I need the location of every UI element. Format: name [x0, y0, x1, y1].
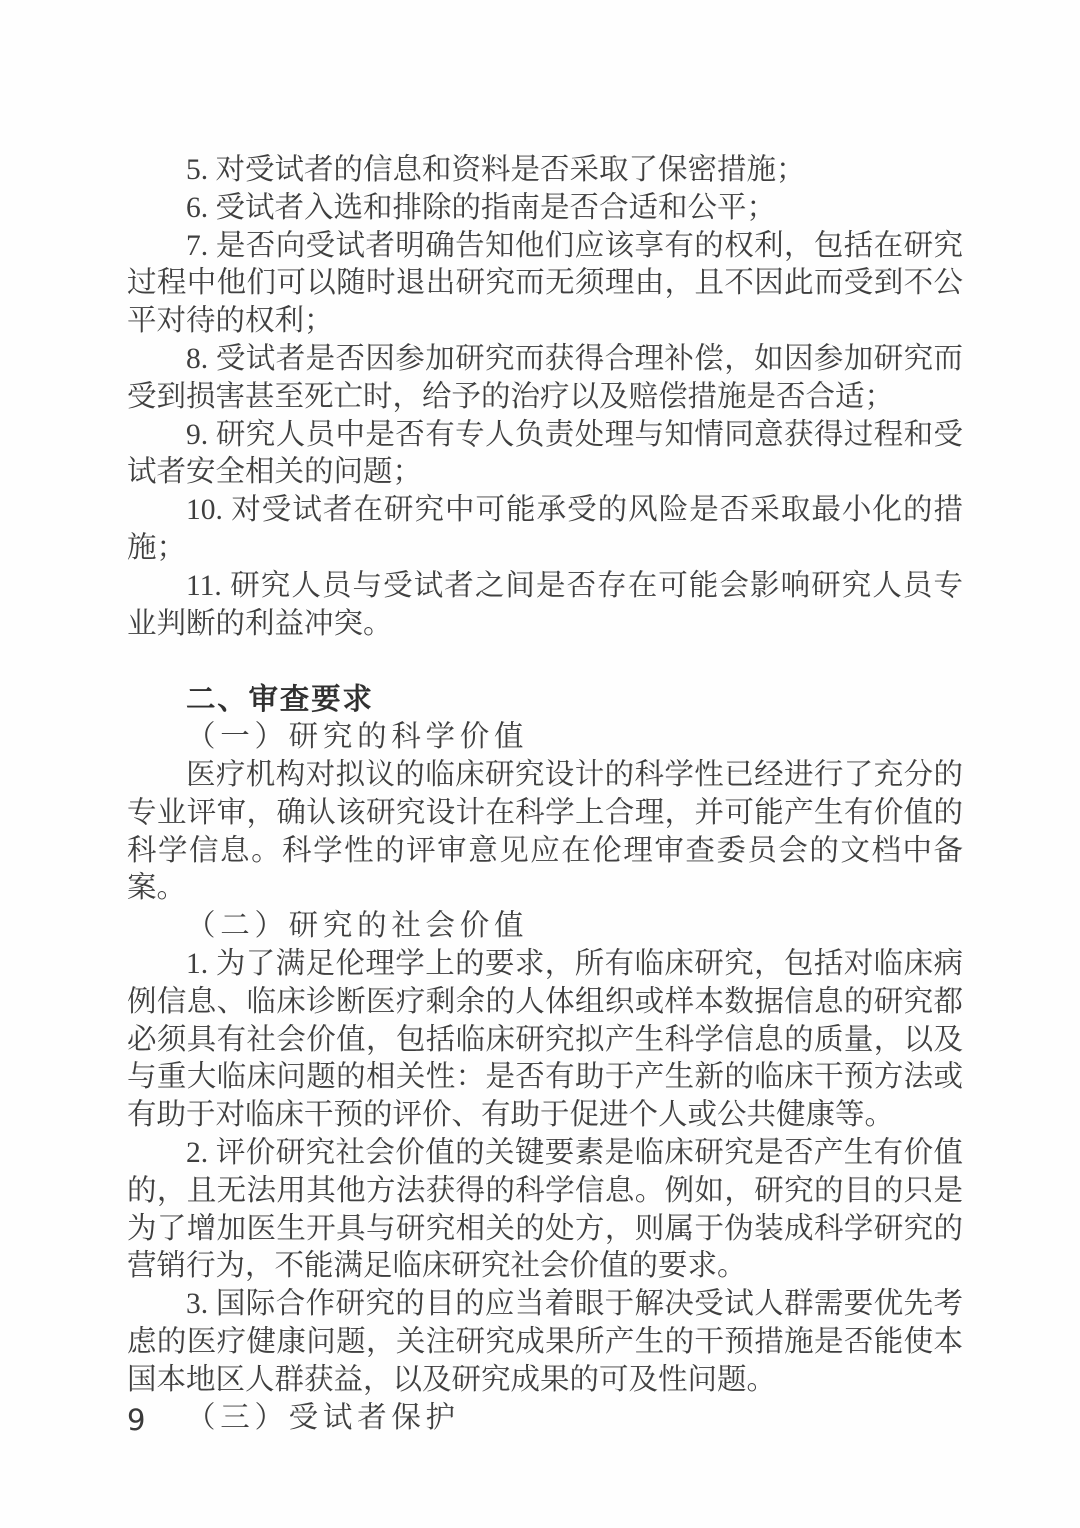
list-item: 10. 对受试者在研究中可能承受的风险是否采取最小化的措施； — [127, 494, 963, 564]
paragraph: 医疗机构对拟议的临床研究设计的科学性已经进行了充分的专业评审，确认该研究设计在科学上合理，并可能产生有价值的科学信息。科学性的评审意见应在伦理审查委员会的文档中备案。 — [127, 758, 963, 905]
sub-heading: （二）研究的社会价值 — [186, 910, 529, 943]
list-item: 6. 受试者入选和排除的指南是否合适和公平； — [186, 191, 777, 224]
document-content — [127, 152, 963, 1437]
list-item: 8. 受试者是否因参加研究而获得合理补偿，如因参加研究而受到损害甚至死亡时，给予的治疗以及赔偿措施是否合适； — [127, 342, 963, 413]
paragraph: 1. 为了满足伦理学上的要求，所有临床研究，包括对临床病例信息、临床诊断医疗剩余的人体组织或样本数据信息的研究都必须具有社会价值，包括临床研究拟产生科学信息的质量，以及与重大临床问题的相关性：是否有助于产生新的临床干预方法或有助于对临床干预的评价、有助于促进个人或公共健康等。 — [127, 947, 963, 1132]
list-item: 5. 对受试者的信息和资料是否采取了保密措施； — [186, 154, 806, 186]
list-item: 7. 是否向受试者明确告知他们应该享有的权利，包括在研究过程中他们可以随时退出研究而无须理由，且不因此而受到不公平对待的权利； — [127, 229, 963, 338]
list-item: 11. 研究人员与受试者之间是否存在可能会影响研究人员专业判断的利益冲突。 — [127, 569, 963, 640]
list-item: 9. 研究人员中是否有专人负责处理与知情同意获得过程和受试者安全相关的问题； — [127, 418, 963, 489]
sub-heading: （一）研究的科学价值 — [186, 721, 529, 754]
paragraph: 3. 国际合作研究的目的应当着眼于解决受试人群需要优先考虑的医疗健康问题，关注研究成果所产生的干预措施是否能使本国本地区人群获益，以及研究成果的可及性问题。 — [127, 1288, 963, 1396]
paragraph: 2. 评价研究社会价值的关键要素是临床研究是否产生有价值的，且无法用其他方法获得的科学信息。例如，研究的目的只是为了增加医生开具与研究相关的处方，则属于伪装成科学研究的营销行为，不能满足临床研究社会价值的要求。 — [127, 1136, 963, 1283]
page-number: 9 — [127, 1403, 146, 1437]
section-heading: 二、审查要求 — [186, 683, 374, 717]
sub-heading: （三）受试者保护 — [186, 1401, 460, 1434]
